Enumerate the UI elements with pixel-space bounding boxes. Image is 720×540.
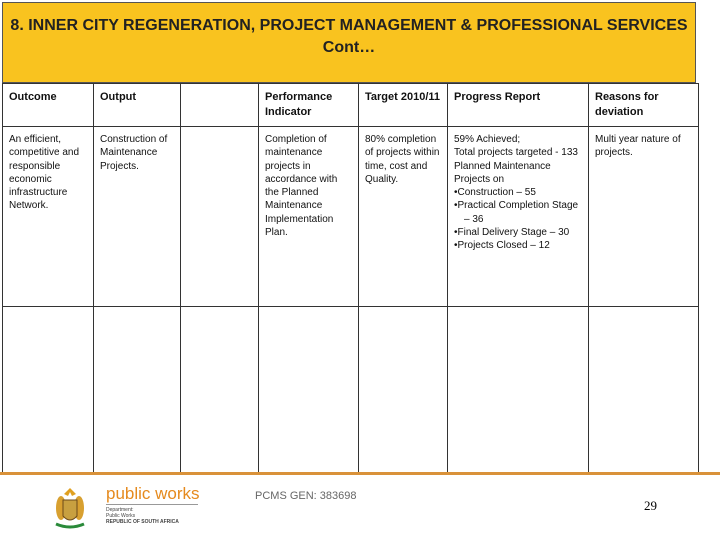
coat-of-arms-logo (52, 484, 88, 530)
progress-line: •Construction – 55 (454, 187, 536, 199)
header-outcome: Outcome (3, 84, 94, 127)
empty-cell (448, 307, 589, 475)
progress-line: •Final Delivery Stage – 30 (454, 227, 570, 239)
table-row-empty (3, 307, 699, 475)
header-target: Target 2010/11 (359, 84, 448, 127)
header-indicator: Performance Indicator (259, 84, 359, 127)
header-row (3, 84, 699, 127)
cell-blank (181, 127, 259, 307)
brand-rule (106, 504, 198, 505)
brand-subtitle (106, 507, 179, 525)
empty-cell (259, 307, 359, 475)
table-row (3, 127, 699, 307)
cell-outcome: An efficient, competitive and responsible economic infrastructure Network. (3, 127, 94, 307)
empty-cell (3, 307, 94, 475)
brand-name: public works (106, 484, 200, 503)
cell-reasons: Multi year nature of projects. (589, 127, 699, 307)
header-output: Output (94, 84, 181, 127)
page-number: 29 (644, 498, 657, 513)
brand-sub-line: Department: (106, 507, 134, 513)
header-reasons: Reasons for deviation (589, 84, 699, 127)
progress-line: – 36 (464, 213, 484, 225)
cell-target: 80% completion of projects within time, cost and Quality. (359, 127, 448, 307)
performance-table (2, 83, 699, 475)
document-reference: PCMS GEN: 383698 (255, 490, 357, 502)
slide-title: 8. INNER CITY REGENERATION, PROJECT MANAGEMENT & PROFESSIONAL SERVICES Cont… (2, 2, 696, 83)
empty-cell (589, 307, 699, 475)
empty-cell (359, 307, 448, 475)
cell-progress (448, 127, 589, 307)
progress-line: •Projects Closed – 12 (454, 240, 550, 252)
brand-sub-line: REPUBLIC OF SOUTH AFRICA (106, 519, 179, 525)
header-progress: Progress Report (448, 84, 589, 127)
brand-sub-line: Public Works (106, 513, 136, 519)
cell-indicator: Completion of maintenance projects in accordance with the Planned Maintenance Implementation Plan. (259, 127, 359, 307)
empty-cell (181, 307, 259, 475)
progress-line: Planned Maintenance Projects on (454, 160, 551, 185)
progress-line: •Practical Completion Stage (454, 200, 579, 212)
progress-line: 59% Achieved; (454, 134, 521, 145)
cell-output: Construction of Maintenance Projects. (94, 127, 181, 307)
progress-line: Total projects targeted - 133 (454, 147, 578, 159)
header-blank (181, 84, 259, 127)
empty-cell (94, 307, 181, 475)
footer-divider (0, 472, 720, 475)
